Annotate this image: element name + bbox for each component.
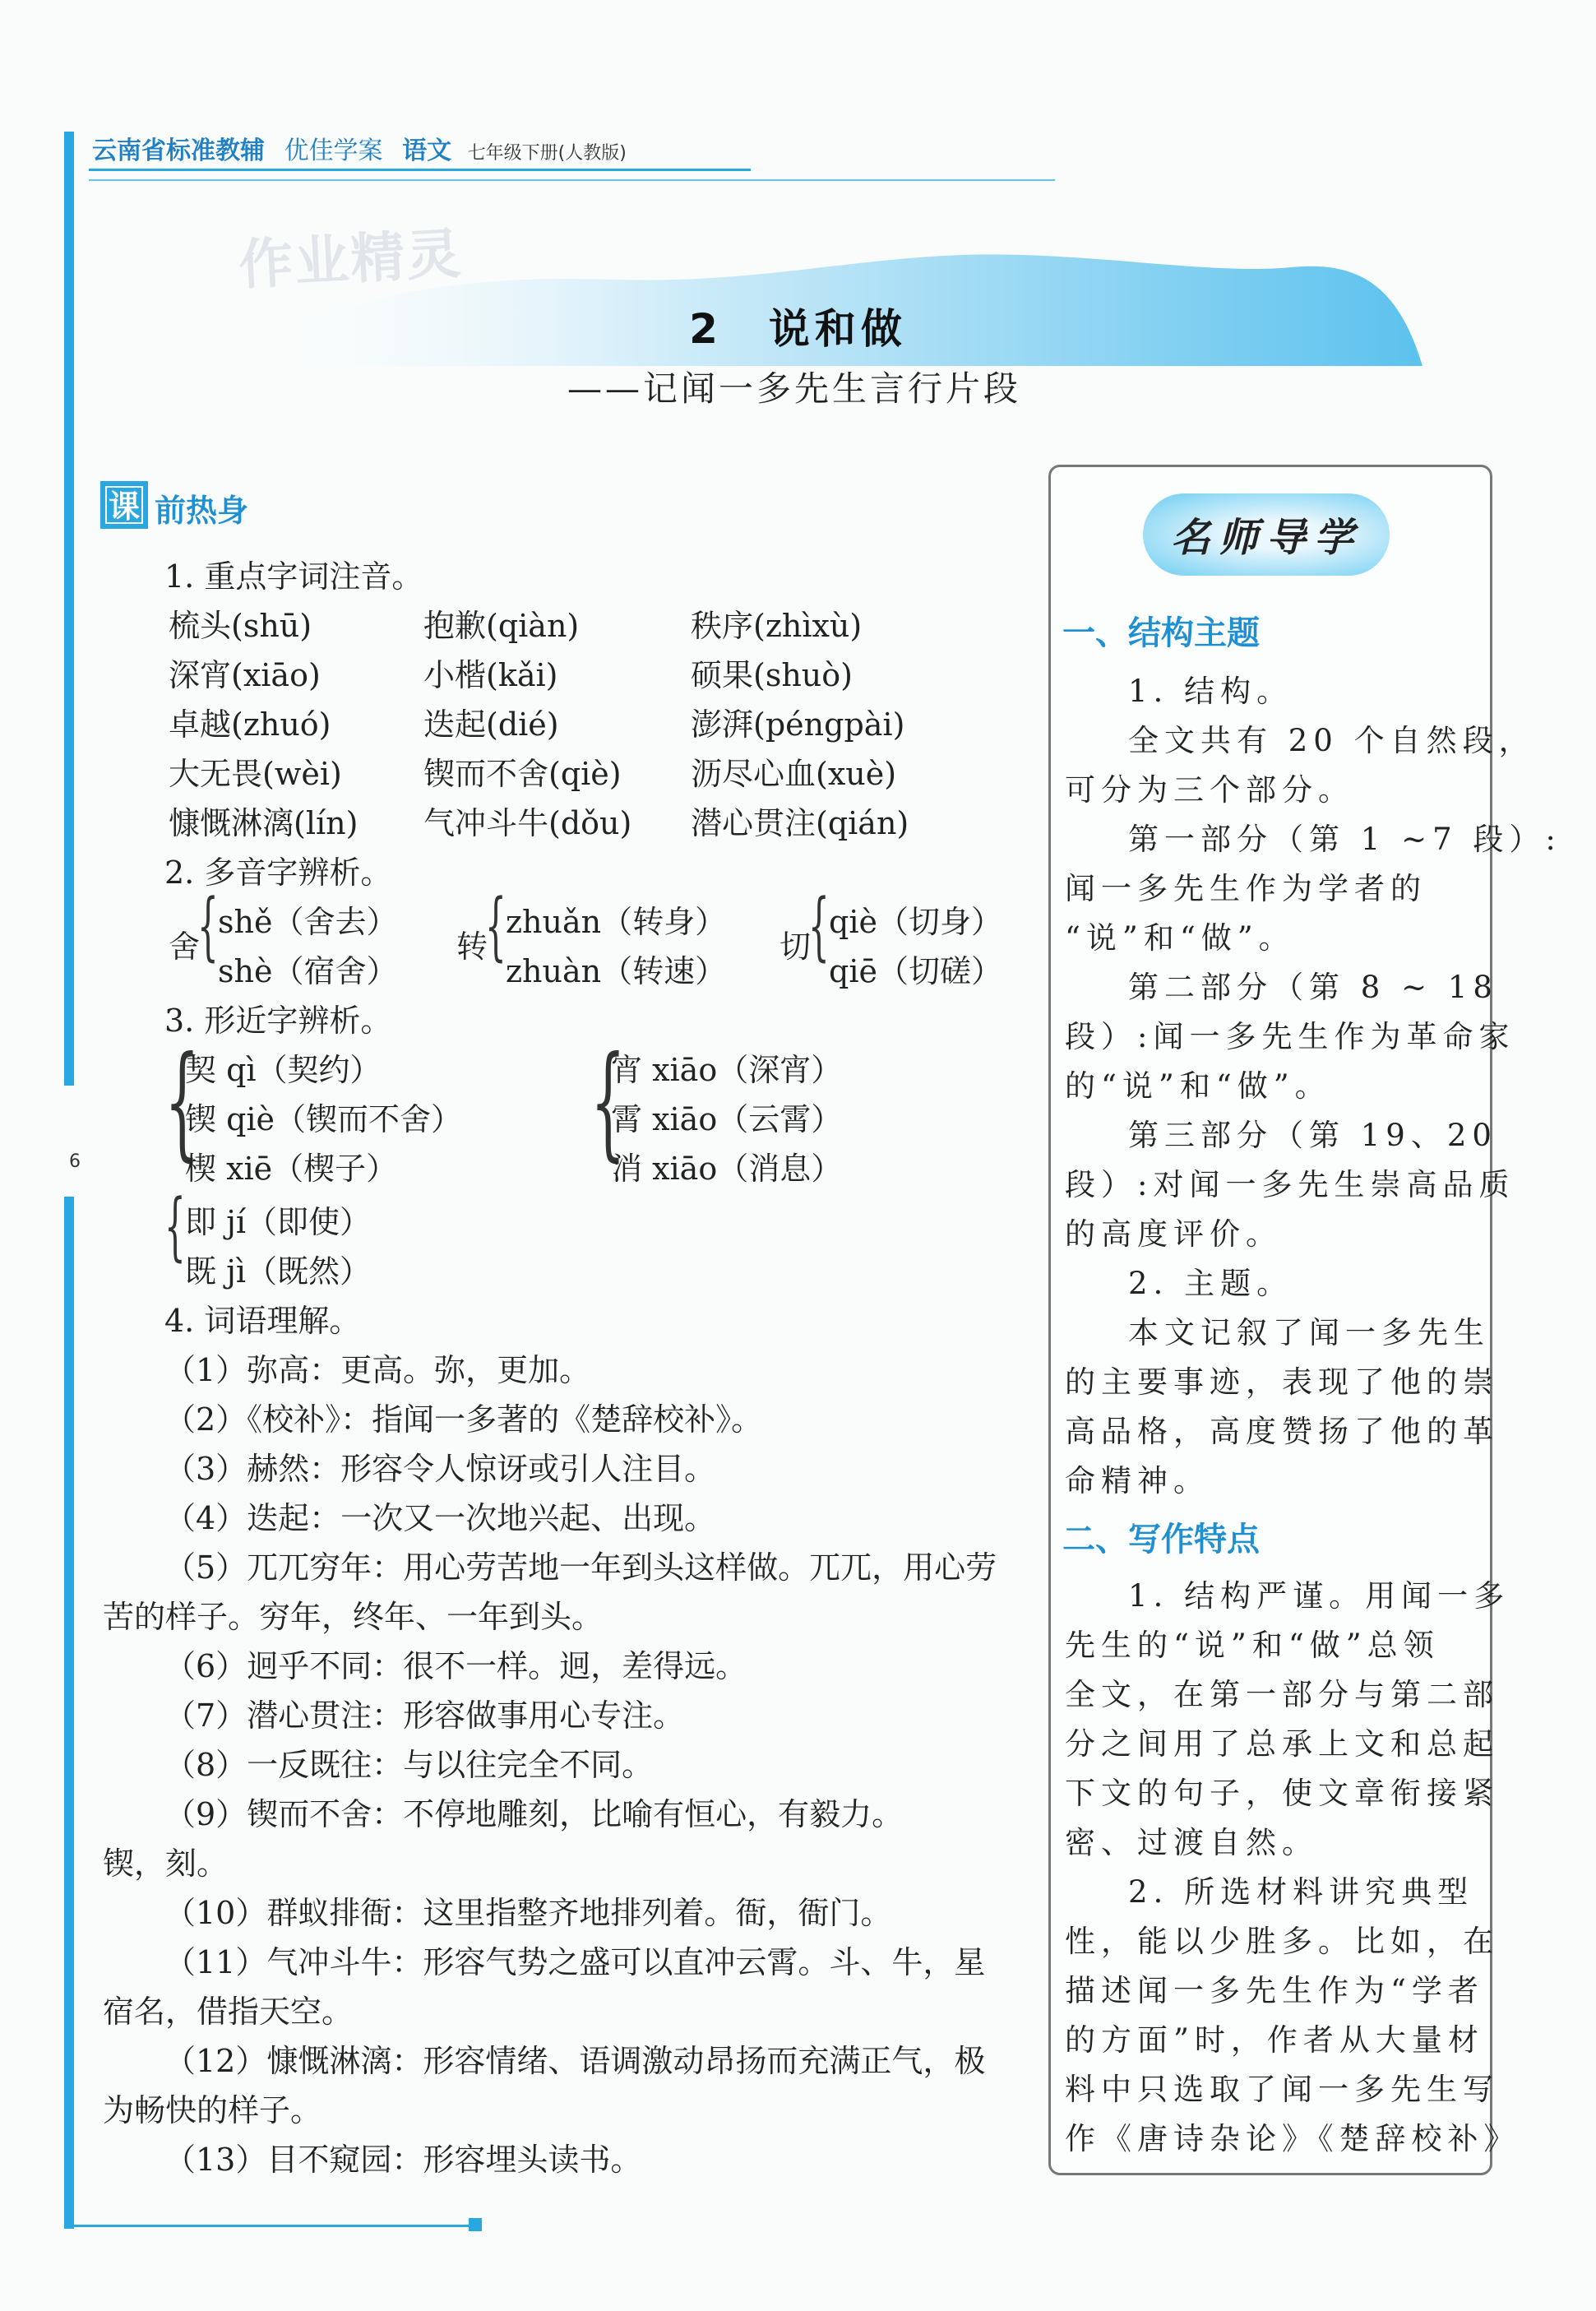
vocab-line: （11）气冲斗牛：形容气势之盛可以直冲云霄。斗、牛，星 — [164, 1944, 986, 1980]
pron-item: 慷慨淋漓(lín) — [169, 805, 359, 841]
vocab-line: （2）《校补》：指闻一多著的《楚辞校补》。 — [164, 1401, 763, 1438]
similar-heading: 3. 形近字辨析。 — [164, 1003, 392, 1039]
guide-line: 密、过渡自然。 — [1065, 1825, 1318, 1860]
guide-line: 全文共有 20 个自然段， — [1128, 723, 1535, 758]
pron-item: 深宵(xiāo) — [169, 657, 321, 693]
pron-item: 锲而不舍(qiè) — [423, 756, 622, 792]
similar-item: 既 jì（既然） — [185, 1253, 372, 1290]
guide-line: 段）:对闻一多先生崇高品质 — [1065, 1167, 1515, 1202]
similar-item: 契 qì（契约） — [185, 1052, 382, 1088]
pron-item: 梳头(shū) — [169, 608, 312, 644]
vocab-line: （4）迭起：一次又一次地兴起、出现。 — [164, 1500, 716, 1536]
guide-line: 作《唐诗杂论》《楚辞校补》 — [1065, 2121, 1520, 2156]
pron-item: 沥尽心血(xuè) — [691, 756, 897, 792]
guide-section-title: 二、写作特点 — [1062, 1521, 1260, 1558]
bottom-rule — [64, 2225, 475, 2227]
pron-item: 硕果(shuò) — [691, 657, 853, 693]
vocab-line: （7）潜心贯注：形容做事用心专注。 — [164, 1697, 685, 1734]
guide-line: 的高度评价。 — [1065, 1216, 1282, 1252]
pron-item: 澎湃(péngpài) — [691, 706, 905, 743]
lesson-subtitle: ——记闻一多先生言行片段 — [567, 368, 1022, 409]
guide-line: 高品格，高度赞扬了他的革 — [1065, 1414, 1499, 1449]
watermark-logo: 作业精灵 — [237, 221, 465, 298]
guide-line: 下文的句子，使文章衔接紧 — [1065, 1776, 1499, 1811]
pron-item: 秩序(zhìxù) — [691, 608, 863, 644]
guide-line: 料中只选取了闻一多先生写 — [1065, 2072, 1499, 2107]
page-number-tab — [62, 1086, 87, 1197]
guide-line: 全文，在第一部分与第二部 — [1065, 1677, 1499, 1712]
similar-item: 消 xiāo（消息） — [611, 1151, 843, 1187]
polyphone-reading: qiē（切磋） — [829, 953, 1002, 989]
guide-line: 闻一多先生作为学者的 — [1065, 871, 1427, 906]
guide-line: 可分为三个部分。 — [1065, 772, 1354, 808]
vocab-line: （3）赫然：形容令人惊讶或引人注目。 — [164, 1451, 716, 1487]
polyphone-reading: shè（宿舍） — [218, 953, 398, 989]
guide-line: 性，能以少胜多。比如，在 — [1065, 1924, 1499, 1959]
pron-item: 潜心贯注(qián) — [691, 805, 909, 841]
polyphone-char: 舍 — [169, 929, 201, 965]
vocab-line: （12）慷慨淋漓：形容情绪、语调激动昂扬而充满正气，极 — [164, 2043, 986, 2079]
lesson-title: 2 说和做 — [689, 305, 907, 353]
guide-line: 分之间用了总承上文和总起 — [1065, 1726, 1499, 1762]
running-header — [92, 130, 627, 166]
vocab-line: 苦的样子。穷年，终年、一年到头。 — [103, 1599, 604, 1635]
guide-line: 的“说”和“做”。 — [1065, 1068, 1331, 1104]
similar-item: 锲 qiè（锲而不舍） — [185, 1101, 463, 1137]
vocab-line: （13）目不窥园：形容埋头读书。 — [164, 2142, 642, 2178]
brace: { — [164, 1183, 186, 1270]
polyphone-reading: zhuàn（转速） — [506, 953, 727, 989]
header-grade: 七年级下册(人教版) — [467, 143, 627, 164]
guide-line: 本文记叙了闻一多先生 — [1128, 1315, 1490, 1350]
similar-item: 宵 xiāo（深宵） — [611, 1052, 843, 1088]
guide-line: “说”和“做”。 — [1065, 920, 1295, 956]
pron-item: 迭起(dié) — [423, 706, 559, 743]
vocab-line: （8）一反既往：与以往完全不同。 — [164, 1747, 654, 1783]
section-badge: 课 — [100, 481, 148, 529]
polyphone-reading: qiè（切身） — [829, 904, 1002, 940]
bottom-square-marker — [469, 2218, 482, 2231]
header-rule-thin — [89, 179, 1055, 181]
polyphone-heading: 2. 多音字辨析。 — [164, 854, 392, 891]
polyphone-char: 切 — [779, 929, 812, 965]
vocab-line: 宿名，借指天空。 — [103, 1994, 354, 2030]
pronunciation-heading: 1. 重点字词注音。 — [164, 558, 423, 595]
section-title: 前热身 — [155, 493, 249, 529]
brace: { — [485, 883, 507, 970]
guide-line: 第二部分（第 8 ~ 18 — [1128, 970, 1498, 1005]
similar-item: 即 jí（即使） — [185, 1204, 372, 1240]
pron-item: 小楷(kǎi) — [423, 657, 558, 693]
polyphone-char: 转 — [456, 929, 488, 965]
similar-item: 霄 xiāo（云霄） — [611, 1101, 843, 1137]
brace: { — [164, 1030, 200, 1174]
guide-line: 段）:闻一多先生作为革命家 — [1065, 1019, 1515, 1054]
vocab-line: （1）弥高：更高。弥，更加。 — [164, 1352, 591, 1388]
polyphone-reading: zhuǎn（转身） — [506, 904, 727, 940]
vocab-line: 锲，刻。 — [103, 1846, 229, 1882]
guide-line: 的主要事迹，表现了他的崇 — [1065, 1364, 1499, 1400]
guide-line: 第三部分（第 19、20 — [1128, 1118, 1497, 1153]
guide-line: 的方面”时，作者从大量材 — [1065, 2022, 1484, 2058]
guide-line: 描述闻一多先生作为“学者 — [1065, 1973, 1484, 2008]
pron-item: 卓越(zhuó) — [169, 706, 331, 743]
similar-item: 楔 xiē（楔子） — [185, 1151, 398, 1187]
vocab-line: （10）群蚁排衙：这里指整齐地排列着。衙，衙门。 — [164, 1895, 892, 1931]
brace: { — [808, 883, 830, 970]
guide-line: 1. 结构严谨。用闻一多 — [1128, 1578, 1510, 1614]
guide-section-title: 一、结构主题 — [1062, 614, 1260, 652]
pron-item: 抱歉(qiàn) — [423, 608, 580, 644]
vocab-line: 为畅快的样子。 — [103, 2092, 322, 2128]
guide-line: 1. 结构。 — [1128, 674, 1293, 709]
vocab-line: （5）兀兀穷年：用心劳苦地一年到头这样做。兀兀，用心劳 — [164, 1549, 997, 1586]
guide-line: 先生的“说”和“做”总领 — [1065, 1628, 1440, 1663]
vocab-heading: 4. 词语理解。 — [164, 1303, 361, 1339]
guide-line: 2. 所选材料讲究典型 — [1128, 1874, 1474, 1910]
header-series: 云南省标准教辅 — [92, 137, 265, 165]
header-subject: 语文 — [402, 137, 452, 165]
vocab-line: （9）锲而不舍：不停地雕刻，比喻有恒心，有毅力。 — [164, 1796, 904, 1832]
page-number: 6 — [69, 1151, 81, 1172]
header-rule — [89, 169, 751, 171]
teacher-guide-badge-text: 名师导学 — [1170, 515, 1362, 561]
guide-line: 2. 主题。 — [1128, 1266, 1293, 1301]
polyphone-reading: shě（舍去） — [218, 904, 398, 940]
brace: { — [197, 883, 219, 970]
pron-item: 大无畏(wèi) — [169, 756, 342, 792]
guide-line: 命精神。 — [1065, 1463, 1210, 1498]
guide-line: 第一部分（第 1 ~7 段）: — [1128, 822, 1561, 857]
brace: { — [590, 1030, 626, 1174]
header-book: 优佳学案 — [284, 137, 383, 165]
pron-item: 气冲斗牛(dǒu) — [423, 805, 632, 841]
vocab-line: （6）迥乎不同：很不一样。迥，差得远。 — [164, 1648, 747, 1684]
